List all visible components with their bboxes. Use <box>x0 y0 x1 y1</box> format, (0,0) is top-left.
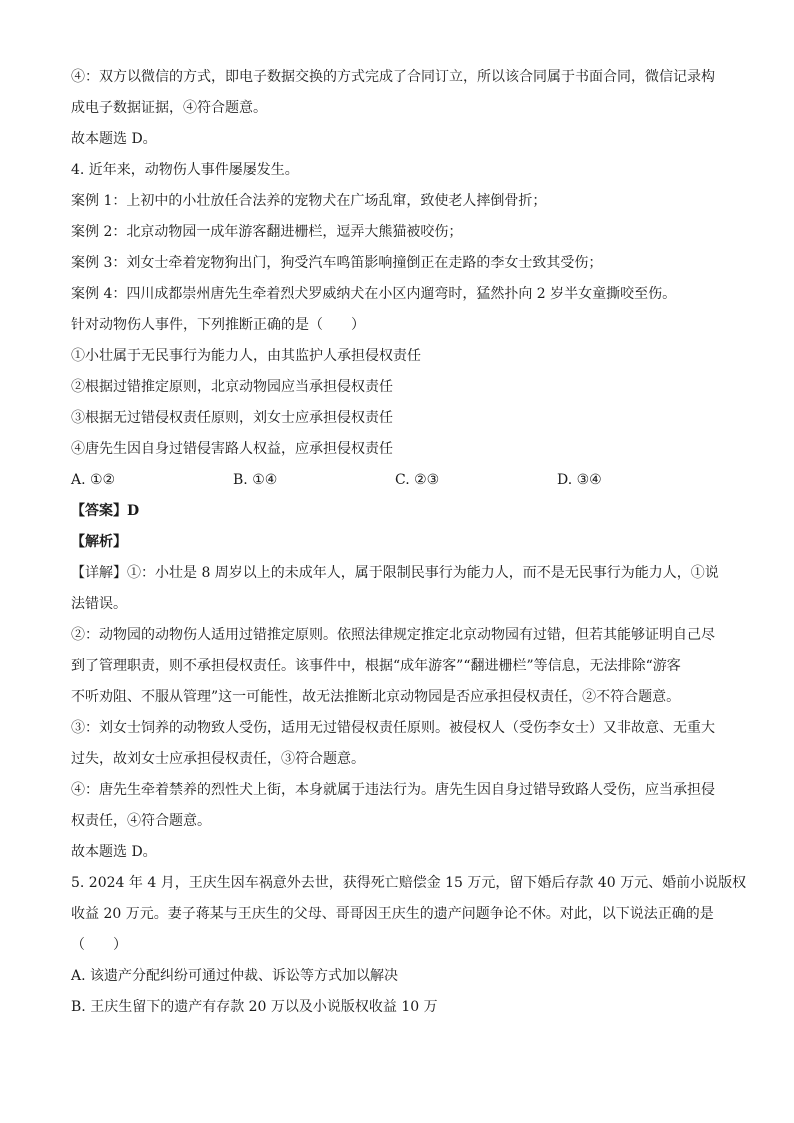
statement-1: ①小壮属于无民事行为能力人，由其监护人承担侵权责任 <box>71 348 421 364</box>
analysis-line: 过失，故刘女士应承担侵权责任，③符合题意。 <box>71 751 365 767</box>
case-3: 案例 3：刘女士牵着宠物狗出门，狗受汽车鸣笛影响撞倒正在走路的李女士致其受伤； <box>71 255 603 271</box>
analysis-label: 【解析】 <box>71 534 127 550</box>
question-4-stem: 4. 近年来，动物伤人事件屡屡发生。 <box>71 162 299 178</box>
case-2: 案例 2：北京动物园一成年游客翻进栅栏，逗弄大熊猫被咬伤； <box>71 224 463 240</box>
answer-label: 【答案】D <box>71 503 140 519</box>
conclusion-line: 故本题选 D。 <box>71 844 157 860</box>
analysis-line: ④：唐先生牵着禁养的烈性犬上街，本身就属于违法行为。唐先生因自身过错导致路人受伤，应当承担侵 <box>71 782 715 798</box>
analysis-line: 权责任，④符合题意。 <box>71 813 211 829</box>
text-line: 故本题选 D。 <box>71 131 157 147</box>
text-line: 成电子数据证据，④符合题意。 <box>71 100 267 116</box>
case-4: 案例 4：四川成都崇州唐先生牵着烈犬罗威纳犬在小区内遛弯时，猛然扑向 2 岁半女童撕咬至伤。 <box>71 286 677 302</box>
analysis-line: 不听劝阻、不服从管理”这一可能性，故无法推断北京动物园是否应承担侵权责任，②不符合题意。 <box>71 689 681 705</box>
option-d: D. ③④ <box>557 472 602 488</box>
analysis-line: ③：刘女士饲养的动物致人受伤，适用无过错侵权责任原则。被侵权人（受伤李女士）又非故意、无重大 <box>71 720 715 736</box>
question-4-prompt: 针对动物伤人事件，下列推断正确的是（ ） <box>71 317 365 333</box>
analysis-line: 【详解】①：小壮是 8 周岁以上的未成年人，属于限制民事行为能力人，而不是无民事行为能力人，①说 <box>71 565 719 581</box>
question-5-stem: 5. 2024 年 4 月，王庆生因车祸意外去世，获得死亡赔偿金 15 万元，留下婚后存款 40 万元、婚前小说版权 <box>71 875 747 891</box>
analysis-line: 法错误。 <box>71 596 127 612</box>
option-b: B. ①④ <box>233 472 278 488</box>
question-5-option-b: B. 王庆生留下的遗产有存款 20 万以及小说版权收益 10 万 <box>71 999 438 1015</box>
option-c: C. ②③ <box>395 472 440 488</box>
statement-3: ③根据无过错侵权责任原则，刘女士应承担侵权责任 <box>71 410 393 426</box>
document-page <box>71 62 747 1023</box>
statement-4: ④唐先生因自身过错侵害路人权益，应承担侵权责任 <box>71 441 393 457</box>
case-1: 案例 1：上初中的小壮放任合法养的宠物犬在广场乱窜，致使老人摔倒骨折； <box>71 193 547 209</box>
analysis-line: 到了管理职责，则不承担侵权责任。该事件中，根据“成年游客”“翻进栅栏”等信息，无法排除“游客 <box>71 658 681 674</box>
question-5-bracket: （ ） <box>71 937 127 953</box>
statement-2: ②根据过错推定原则，北京动物园应当承担侵权责任 <box>71 379 393 395</box>
analysis-line: ②：动物园的动物伤人适用过错推定原则。依照法律规定推定北京动物园有过错，但若其能够证明自己尽 <box>71 627 715 643</box>
question-5-stem: 收益 20 万元。妻子蒋某与王庆生的父母、哥哥因王庆生的遗产问题争论不休。对此，以下说法正确的是 <box>71 906 714 922</box>
option-a: A. ①② <box>71 472 116 488</box>
question-5-option-a: A. 该遗产分配纠纷可通过仲裁、诉讼等方式加以解决 <box>71 968 399 984</box>
answer-options <box>71 465 721 496</box>
text-line: ④：双方以微信的方式，即电子数据交换的方式完成了合同订立，所以该合同属于书面合同，微信记录构 <box>71 69 715 85</box>
